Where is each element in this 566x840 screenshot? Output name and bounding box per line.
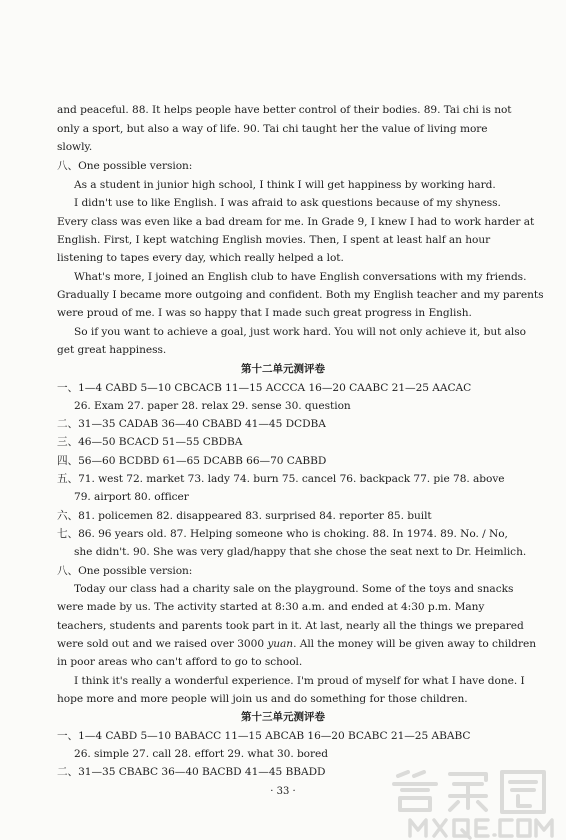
section-label: 八、One possible version: [57,160,193,172]
text-line: I didn't use to like English. I was afraid to ask questions because of my shyness. [74,197,501,209]
answer-line: 26. Exam 27. paper 28. relax 29. sense 30. question [74,400,351,412]
text-line: only a sport, but also a way of life. 90. Tai chi taught her the value of living more [57,123,488,135]
section-label: 八、One possible version: [57,565,193,577]
text-line: Today our class had a charity sale on the playground. Some of the toys and snacks [74,583,514,595]
answer-line: 三、46—50 BCACD 51—55 CBDBA [57,436,243,448]
text-line: in poor areas who can't afford to go to school. [57,656,303,668]
text-line: were made by us. The activity started at 8:30 a.m. and ended at 4:30 p.m. Many [57,601,485,613]
text-line: So if you want to achieve a goal, just work hard. You will not only achieve it, but also [74,326,526,338]
text-line: As a student in junior high school, I think I will get happiness by working hard. [74,179,496,191]
text-line: and peaceful. 88. It helps people have better control of their bodies. 89. Tai chi is not [57,104,512,116]
text-line: What's more, I joined an English club to have English conversations with my friends. [74,271,527,283]
answer-line: 四、56—60 BCDBD 61—65 DCABB 66—70 CABBD [57,455,327,467]
answer-line: 一、1—4 CABD 5—10 BABACC 11—15 ABCAB 16—20 BCABC 21—25 ABABC [57,730,471,742]
text-line: were proud of me. I was so happy that I made such great progress in English. [57,307,472,319]
text-line: get great happiness. [57,344,167,356]
text-line: were sold out and we raised over 3000 yuan. All the money will be given away to children [57,638,537,650]
answer-line: 二、31—35 CADAB 36—40 CBABD 41—45 DCDBA [57,418,326,430]
answer-line: 26. simple 27. call 28. effort 29. what 30. bored [74,748,328,760]
unit-13-heading: 第十三单元测评卷 [241,711,325,723]
text-line: Every class was even like a bad dream for me. In Grade 9, I knew I had to work harder at [57,216,535,228]
unit-12-heading: 第十二单元测评卷 [241,363,325,375]
text-line: Gradually I became more outgoing and confident. Both my English teacher and my parents [57,289,544,301]
text-line: I think it's really a wonderful experience. I'm proud of myself for what I have done. I [74,675,525,687]
text-line: listening to tapes every day, which really helped a lot. [57,252,344,264]
text-line: hope more and more people will join us and do something for those children. [57,693,468,705]
text-line: slowly. [57,141,93,153]
text-line: teachers, students and parents took part in it. At last, nearly all the things we prepared [57,620,524,632]
answer-line: she didn't. 90. She was very glad/happy that she chose the seat next to Dr. Heimlich. [74,546,527,558]
answer-line: 七、86. 96 years old. 87. Helping someone who is choking. 88. In 1974. 89. No. / No, [57,528,508,540]
text-line: English. First, I kept watching English movies. Then, I spent at least half an hour [57,234,491,246]
answer-line: 五、71. west 72. market 73. lady 74. burn 75. cancel 76. backpack 77. pie 78. above [57,473,505,485]
answer-line: 79. airport 80. officer [74,491,189,503]
answer-line: 六、81. policemen 82. disappeared 83. surprised 84. reporter 85. built [57,510,432,522]
watermark-logo [388,768,566,840]
page-number: · 33 · [270,786,296,797]
answer-line: 二、31—35 CBABC 36—40 BACBD 41—45 BBADD [57,766,326,778]
answer-line: 一、1—4 CABD 5—10 CBCACB 11—15 ACCCA 16—20 CAABC 21—25 AACAC [57,382,472,394]
